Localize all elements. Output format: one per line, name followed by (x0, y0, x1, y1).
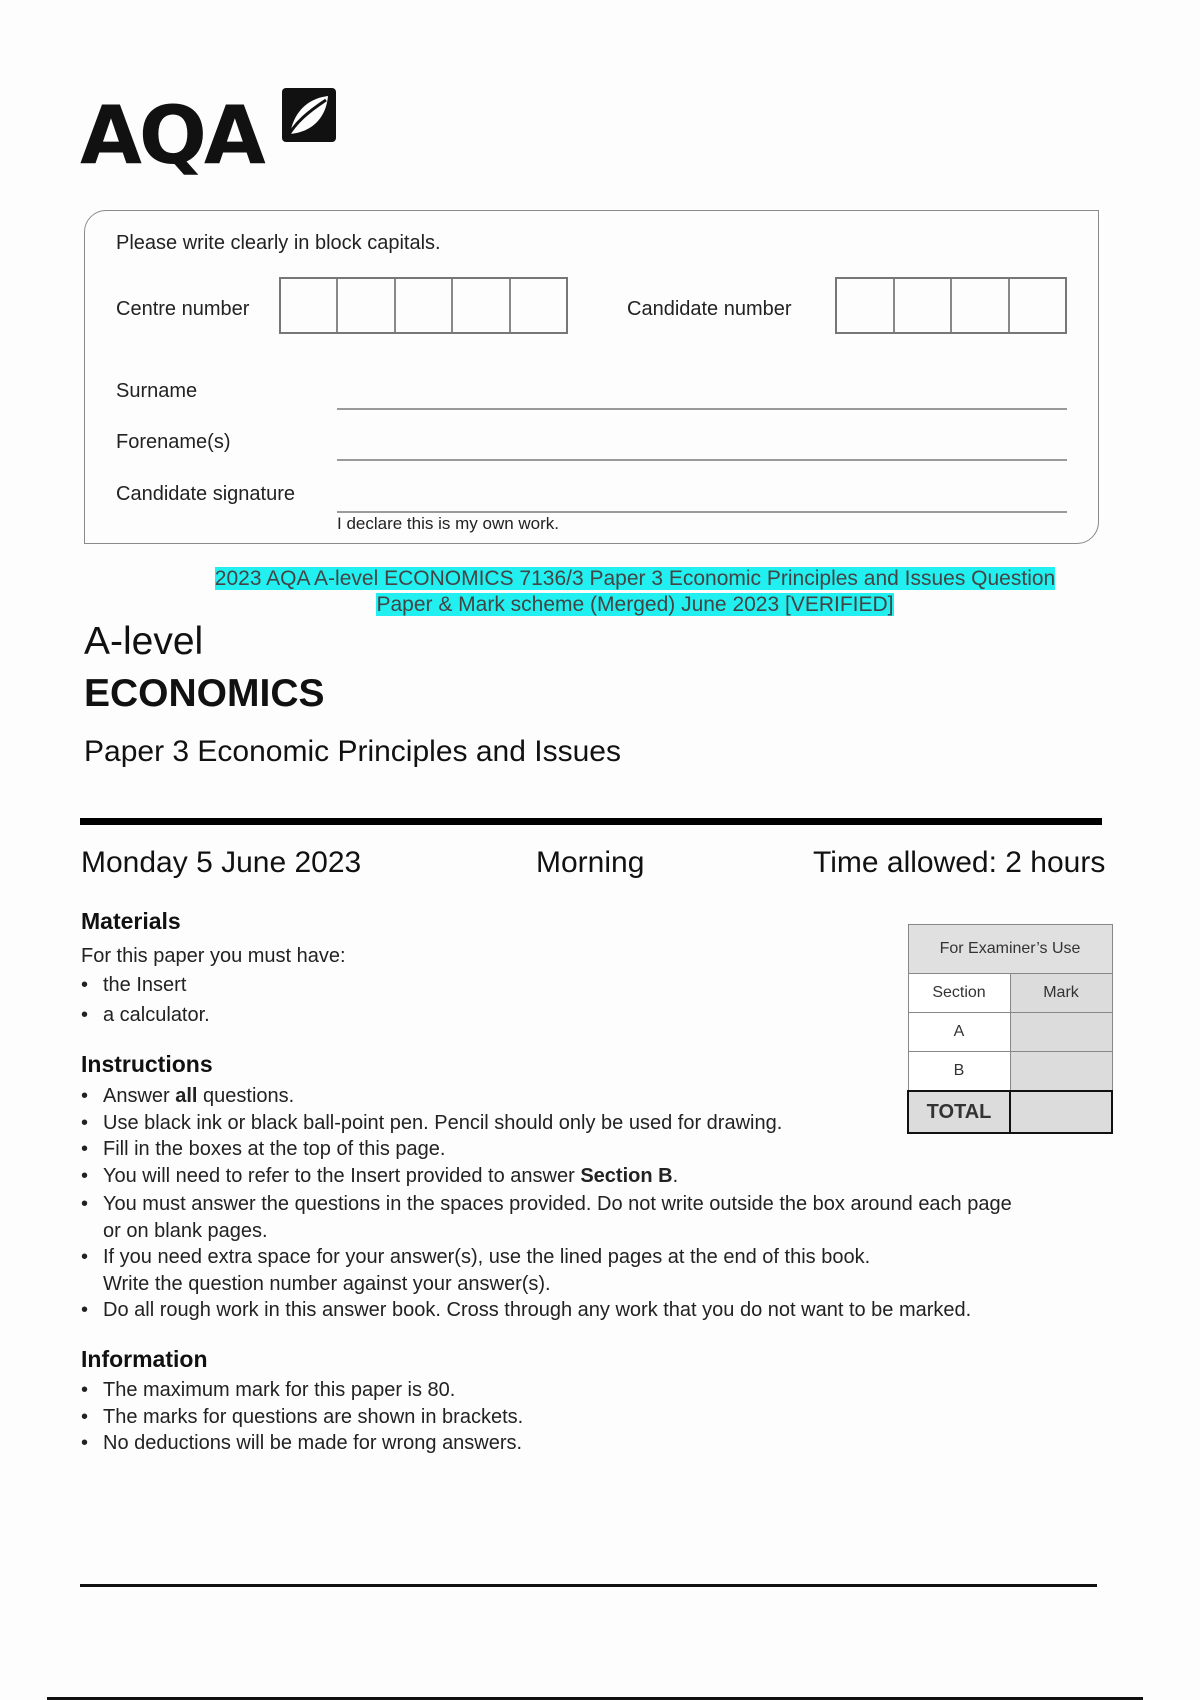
centre-digit-box[interactable] (453, 279, 510, 332)
surname-field[interactable] (337, 408, 1067, 410)
materials-item: • the Insert (81, 972, 346, 999)
surname-label: Surname (116, 380, 198, 402)
materials-intro: For this paper you must have: (81, 945, 346, 967)
materials-item: • a calculator. (81, 1002, 346, 1029)
section-cell: B (908, 1052, 1010, 1092)
candidate-number-input[interactable] (835, 277, 1067, 334)
information-heading: Information (81, 1346, 208, 1372)
information-list (81, 1377, 523, 1457)
highlight-line-2: Paper & Mark scheme (Merged) June 2023 [VERIFIED] (376, 593, 894, 616)
examiner-table-title: For Examiner’s Use (908, 925, 1112, 974)
section-cell: A (908, 1013, 1010, 1052)
highlight-line-1: 2023 AQA A-level ECONOMICS 7136/3 Paper 3 Economic Principles and Issues Question (214, 567, 1056, 590)
mark-cell[interactable] (1010, 1052, 1112, 1092)
declaration-text: I declare this is my own work. (337, 514, 560, 533)
instruction-item: • Use black ink or black ball-point pen. Pencil should only be used for drawing. (81, 1110, 1071, 1137)
block-capitals-instruction: Please write clearly in block capitals. (116, 232, 441, 254)
total-mark-cell[interactable] (1010, 1091, 1112, 1133)
centre-digit-box[interactable] (338, 279, 395, 332)
mark-cell[interactable] (1010, 1013, 1112, 1052)
centre-digit-box[interactable] (396, 279, 453, 332)
divider (80, 818, 1102, 825)
forenames-field[interactable] (337, 459, 1067, 461)
signature-label: Candidate signature (116, 483, 296, 505)
materials-section (81, 943, 346, 1029)
aqa-logo (80, 88, 340, 188)
paper-title: Paper 3 Economic Principles and Issues (84, 735, 621, 768)
logo-text: AQA (80, 89, 263, 182)
centre-digit-box[interactable] (281, 279, 338, 332)
time-allowed: Time allowed: 2 hours (813, 846, 1106, 879)
information-item: • No deductions will be made for wrong answers. (81, 1430, 523, 1457)
candidate-digit-box[interactable] (837, 279, 895, 332)
centre-number-label: Centre number (116, 298, 250, 320)
candidate-digit-box[interactable] (1010, 279, 1066, 332)
instruction-item: • If you need extra space for your answer(s), use the lined pages at the end of this book. Write the question number against your answer(s). (81, 1244, 883, 1297)
centre-number-input[interactable] (279, 277, 568, 334)
centre-digit-box[interactable] (511, 279, 566, 332)
document-title-highlight (185, 566, 1085, 618)
instruction-item: • You will need to refer to the Insert provided to answer Section B. (81, 1163, 1071, 1190)
forenames-label: Forename(s) (116, 431, 231, 453)
information-item: • The maximum mark for this paper is 80. (81, 1377, 523, 1404)
instruction-item: • Answer all questions. (81, 1083, 1071, 1110)
candidate-digit-box[interactable] (895, 279, 953, 332)
examiner-use-table (907, 924, 1113, 1134)
materials-heading: Materials (81, 908, 181, 934)
exam-session: Morning (536, 846, 645, 879)
information-item: • The marks for questions are shown in brackets. (81, 1404, 523, 1431)
instruction-item: • Fill in the boxes at the top of this page. (81, 1136, 1071, 1163)
subject-title: ECONOMICS (84, 672, 325, 715)
instructions-heading: Instructions (81, 1051, 213, 1077)
candidate-digit-box[interactable] (952, 279, 1010, 332)
exam-date: Monday 5 June 2023 (81, 846, 362, 879)
col-section-header: Section (908, 974, 1010, 1013)
total-label: TOTAL (908, 1091, 1010, 1133)
signature-field[interactable] (337, 511, 1067, 513)
instruction-item: • Do all rough work in this answer book. Cross through any work that you do not want to be marked. (81, 1297, 1071, 1324)
qualification-level: A-level (84, 620, 204, 663)
footer-divider (80, 1584, 1097, 1587)
aqa-leaf-icon (282, 88, 336, 142)
instruction-item: • You must answer the questions in the spaces provided. Do not write outside the box around each page or on blank pages. (81, 1191, 1023, 1244)
candidate-number-label: Candidate number (627, 298, 792, 320)
col-mark-header: Mark (1010, 974, 1112, 1013)
